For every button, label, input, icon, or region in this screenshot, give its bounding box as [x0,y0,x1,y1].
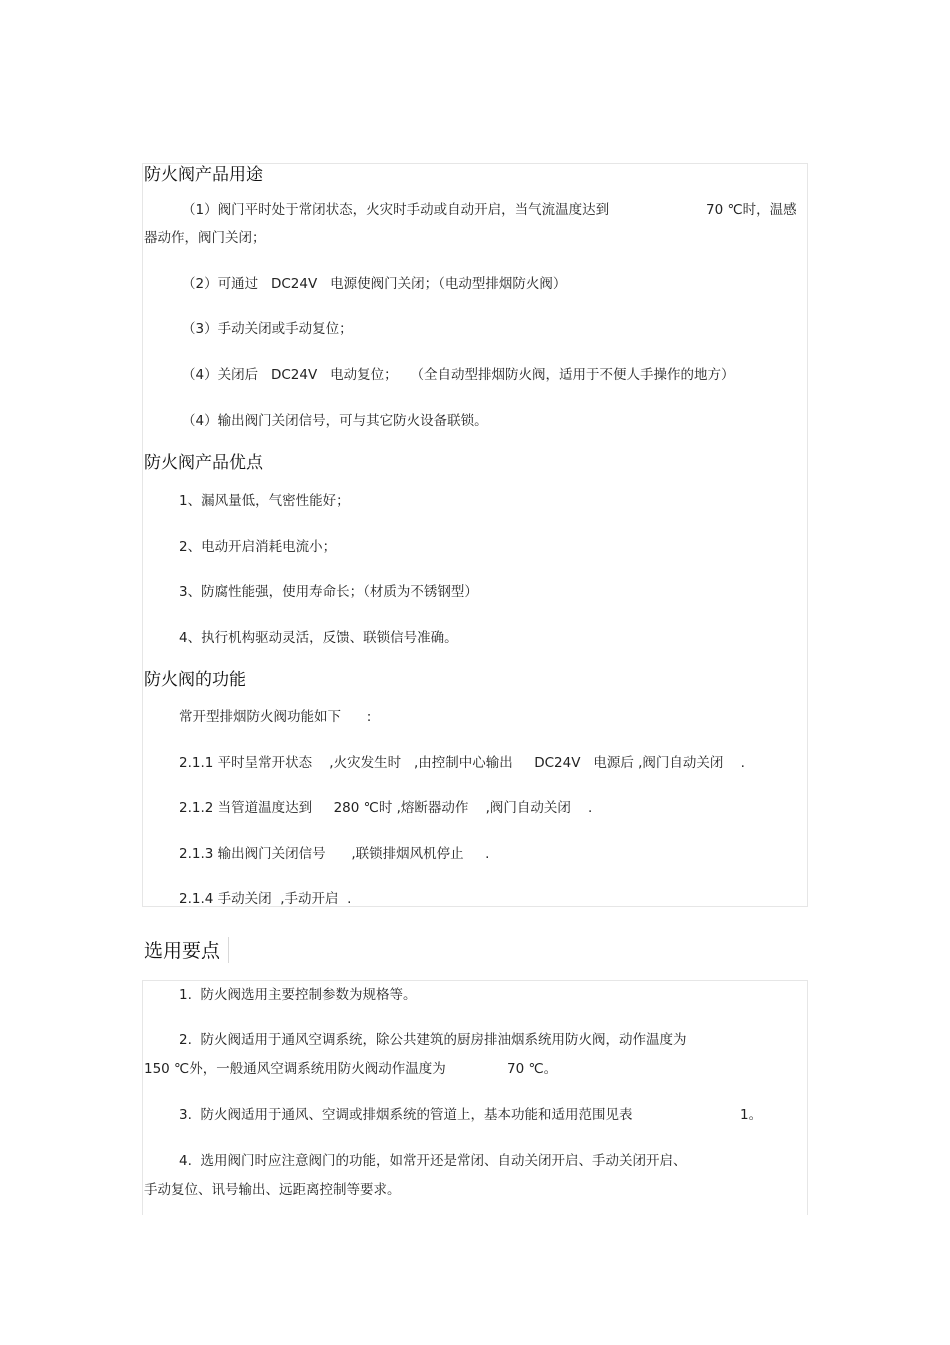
usage-p1-line1: （1）阀门平时处于常闭状态，火灾时手动或自动开启，当气流温度达到 [182,202,610,218]
advantage-item: 3、防腐性能强，使用寿命长；（材质为不锈钢型） [179,584,478,600]
selection-p4-line1: 4. 选用阀门时应注意阀门的功能，如常开还是常闭、自动关闭开启、手动关闭开启、 [179,1153,687,1169]
usage-p2: （2）可通过 DC24V 电源使阀门关闭；（电动型排烟防火阀） [182,276,567,292]
advantage-item: 2、电动开启消耗电流小； [179,539,337,555]
selection-p2-line2: 150 ℃外，一般通风空调系统用防火阀动作温度为 [144,1061,446,1077]
section-title-functions: 防火阀的功能 [144,670,246,690]
usage-p5: （4）输出阀门关闭信号，可与其它防火设备联锁。 [182,413,488,429]
selection-p4-line2: 手动复位、讯号输出、远距离控制等要求。 [144,1182,401,1198]
function-item: 2.1.2 当管道温度达到 280 ℃时 ,熔断器动作 ,阀门自动关闭 . [179,800,593,816]
function-item: 2.1.3 输出阀门关闭信号 ,联锁排烟风机停止 . [179,846,490,862]
selection-p2-line1: 2. 防火阀适用于通风空调系统，除公共建筑的厨房排油烟系统用防火阀，动作温度为 [179,1032,687,1048]
usage-p4: （4）关闭后 DC24V 电动复位； （全自动型排烟防火阀，适用于不便人手操作的地方） [182,367,735,383]
title-divider [228,937,229,963]
function-item: 2.1.4 手动关闭 ,手动开启 . [179,891,352,907]
usage-p1-line2: 器动作，阀门关闭； [144,230,266,246]
usage-p3: （3）手动关闭或手动复位； [182,321,353,337]
advantage-item: 1、漏风量低，气密性能好； [179,493,350,509]
selection-p3: 3. 防火阀适用于通风、空调或排烟系统的管道上，基本功能和适用范围见表 [179,1107,633,1123]
function-item: 2.1.1 平时呈常开状态 ,火灾发生时 ,由控制中心输出 DC24V 电源后 ,阀门自动关闭 . [179,755,745,771]
section-title-usage: 防火阀产品用途 [144,165,263,185]
usage-p1-line1-temp: 70 ℃时，温感 [706,202,797,218]
selection-p3-table-ref: 1。 [740,1107,763,1123]
selection-p2-temp: 70 ℃。 [507,1061,558,1077]
advantage-item: 4、执行机构驱动灵活，反馈、联锁信号准确。 [179,630,458,646]
content-box-2 [142,980,808,1215]
section-title-advantages: 防火阀产品优点 [144,453,263,473]
section-title-selection: 选用要点 [144,940,221,962]
selection-p1: 1. 防火阀选用主要控制参数为规格等。 [179,987,417,1003]
functions-intro: 常开型排烟防火阀功能如下 : [179,709,372,725]
